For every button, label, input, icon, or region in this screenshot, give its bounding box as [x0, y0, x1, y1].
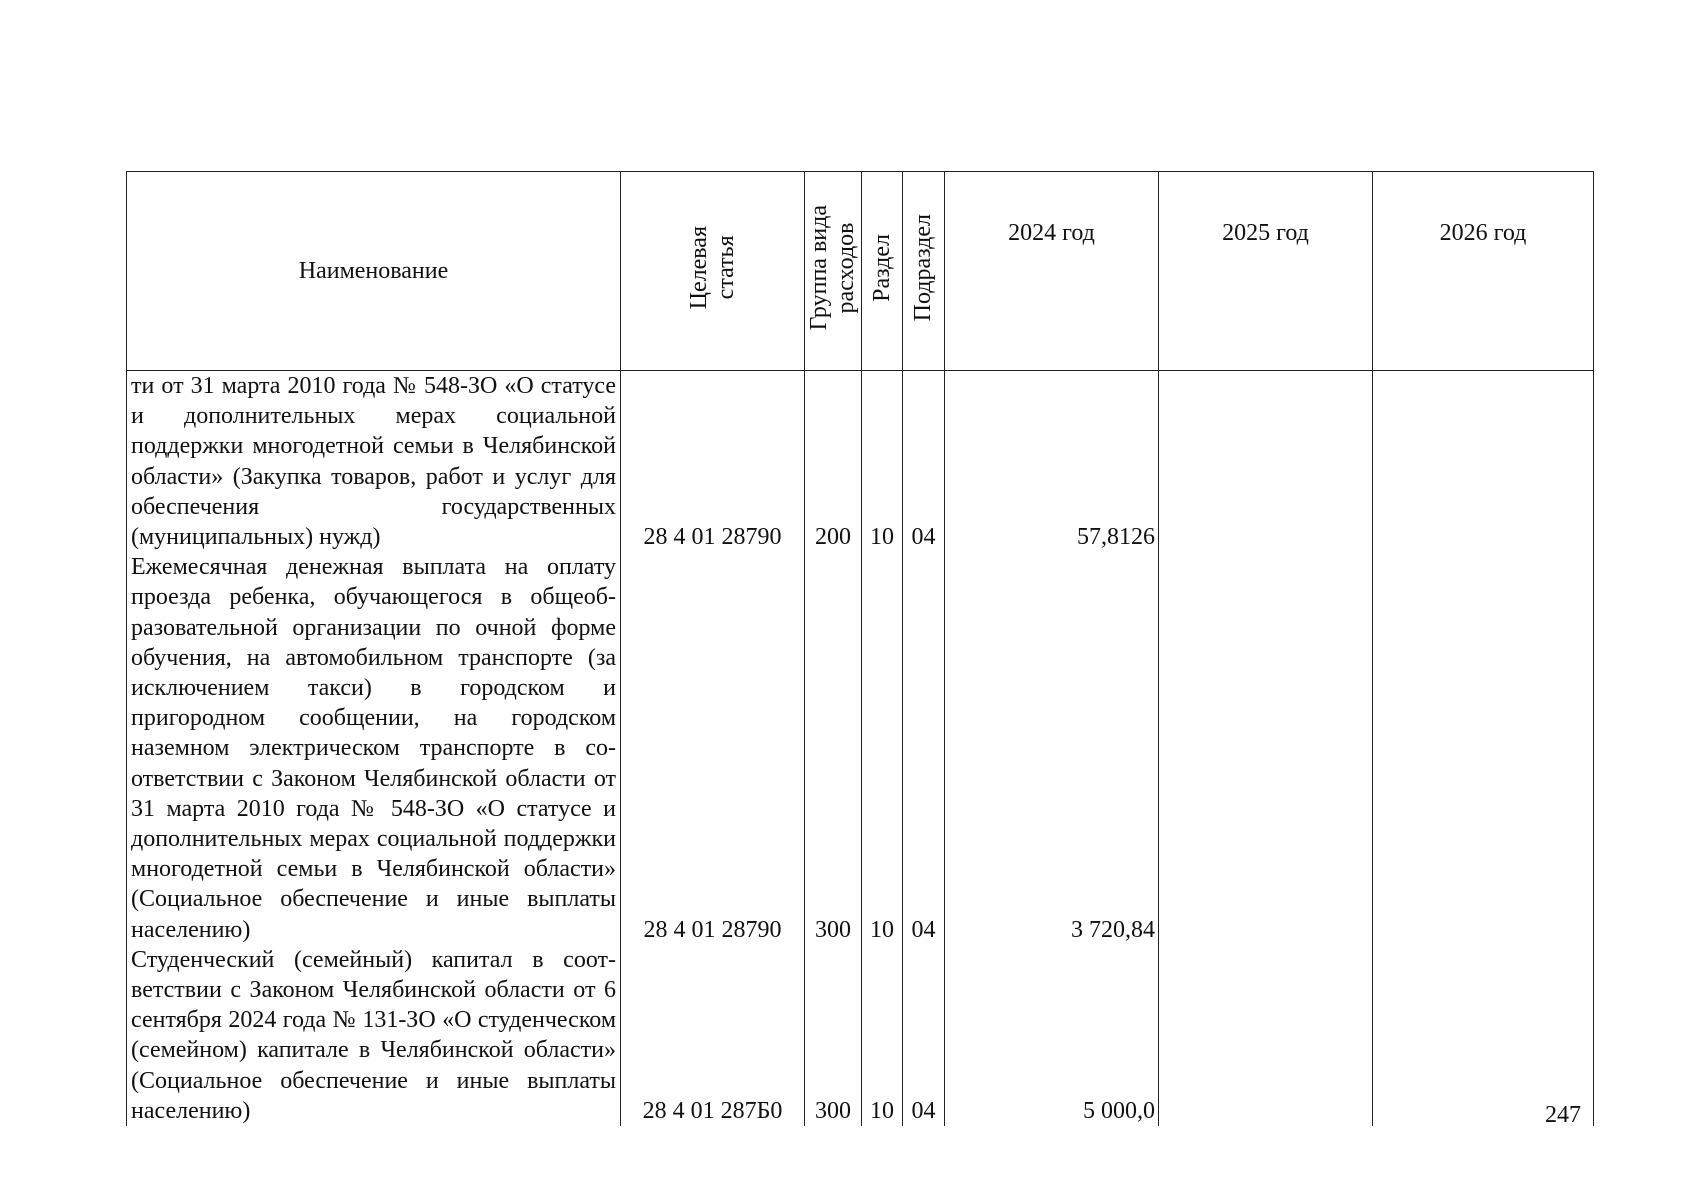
row-expense-group: 300: [805, 552, 862, 945]
row-subsection: 04: [903, 945, 945, 1126]
header-2026: [1373, 172, 1594, 371]
row-2024: 57,8126: [945, 371, 1159, 553]
table-row: [127, 945, 1594, 1126]
row-name: Студенческий (семейный) капитал в соответствии с Законом Челябинской области от 6 сентября 2024 года № 131-ЗО «О студенческом (семейном) капитале в Челябинской области» (Социальное обеспечение и иные выплаты населению): [127, 945, 621, 1126]
header-target-article-label: [686, 226, 740, 309]
row-name: Ежемесячная денежная выплата на оплату проезда ребенка, обучающегося в общеобразовательной организации по очной форме обучения, на автомобильном транспорте (за исключением такси) в городском и пригородном сообщении, на городском наземном электрическом транспорте в соответствии с Законом Челябинской области от 31 марта 2010 года № 548-ЗО «О статусе и дополнительных мерах социальной поддержки многодетной семьи в Челябинской области» (Социальное обеспечение и иные выплаты населению): [127, 552, 621, 945]
row-section: 10: [862, 371, 903, 553]
header-target-article: [621, 172, 805, 371]
header-2024: [945, 172, 1159, 371]
header-name-label: Наименование: [298, 257, 449, 284]
header-expense-group-label: [806, 205, 860, 330]
row-expense-group: 300: [805, 945, 862, 1126]
header-expense-group: [805, 172, 862, 371]
header-section: [862, 172, 903, 371]
header-name: [127, 172, 621, 371]
budget-table: [126, 171, 1594, 1126]
table-row: [127, 371, 1594, 553]
header-expense-group-line2: расходов: [833, 222, 859, 313]
row-2025: [1159, 371, 1373, 553]
page-number: 247: [1545, 1102, 1581, 1128]
row-target-article: 28 4 01 28790: [621, 371, 805, 553]
header-section-label: Раздел: [868, 233, 895, 302]
header-2026-label: 2026 год: [1439, 220, 1527, 246]
row-2024: 5 000,0: [945, 945, 1159, 1126]
row-section: 10: [862, 552, 903, 945]
row-expense-group: 200: [805, 371, 862, 553]
header-2024-label: 2024 год: [1008, 220, 1095, 246]
table-row: [127, 552, 1594, 945]
header-2025: [1159, 172, 1373, 371]
header-expense-group-line1: Группа вида: [806, 204, 832, 331]
header-subsection: [903, 172, 945, 371]
header-target-article-line1: Целевая: [685, 225, 712, 310]
row-2025: [1159, 552, 1373, 945]
row-2024: 3 720,84: [945, 552, 1159, 945]
row-subsection: 04: [903, 371, 945, 553]
row-target-article: 28 4 01 28790: [621, 552, 805, 945]
row-target-article: 28 4 01 287Б0: [621, 945, 805, 1126]
header-row: [127, 172, 1594, 371]
header-target-article-line2: статья: [712, 235, 739, 300]
row-name: ти от 31 марта 2010 года № 548-ЗО «О статусе и дополнительных мерах социальной поддержки многодетной семьи в Челябинской области» (Закупка товаров, работ и услуг для обеспечения государственных (муниципальных) нужд): [127, 371, 621, 553]
row-section: 10: [862, 945, 903, 1126]
row-2026: [1373, 552, 1594, 945]
row-2026: [1373, 945, 1594, 1126]
header-subsection-label: Подраздел: [910, 213, 936, 322]
row-2026: [1373, 371, 1594, 553]
row-2025: [1159, 945, 1373, 1126]
header-2025-label: 2025 год: [1222, 220, 1309, 246]
row-subsection: 04: [903, 552, 945, 945]
